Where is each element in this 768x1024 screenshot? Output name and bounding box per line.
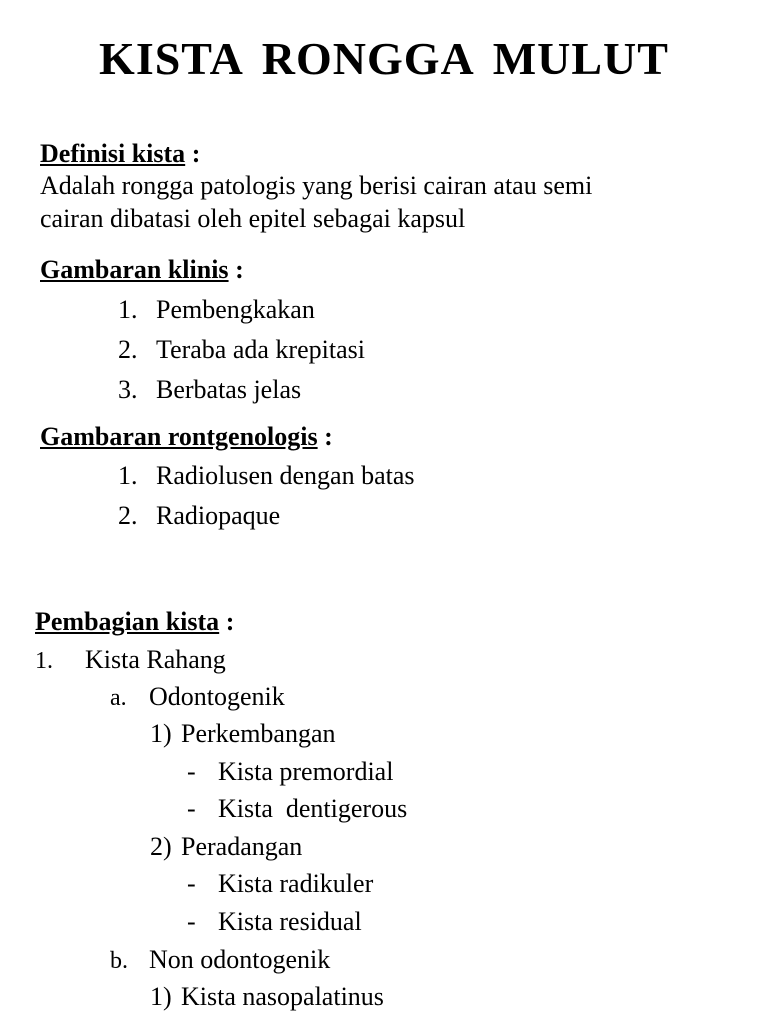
list-number: 2) xyxy=(150,832,172,861)
list-number: 2. xyxy=(118,335,138,364)
list-number: 1. xyxy=(118,295,138,324)
list-text: Pembengkakan xyxy=(156,295,315,324)
definisi-heading xyxy=(40,138,200,170)
pembagian-heading xyxy=(35,606,234,638)
rontgen-colon: : xyxy=(317,422,333,451)
list-text: Perkembangan xyxy=(181,719,336,748)
list-item xyxy=(150,831,302,863)
definisi-line-1: Adalah rongga patologis yang berisi cairan atau semi xyxy=(40,171,593,200)
definisi-heading-text: Definisi kista xyxy=(40,139,186,168)
list-text: Non odontogenik xyxy=(149,945,331,974)
list-text: Kista premordial xyxy=(218,757,394,786)
klinis-colon: : xyxy=(228,255,244,284)
list-number: a. xyxy=(110,685,127,711)
list-text: Teraba ada krepitasi xyxy=(156,335,365,364)
list-text: Kista residual xyxy=(218,907,362,936)
list-number: 1. xyxy=(35,648,53,674)
list-text: Kista nasopalatinus xyxy=(181,982,384,1011)
list-item xyxy=(150,981,384,1013)
definisi-colon: : xyxy=(185,139,201,168)
list-text: Radiopaque xyxy=(156,501,281,530)
list-item xyxy=(35,644,226,677)
list-item xyxy=(187,868,373,900)
list-bullet: - xyxy=(187,757,196,786)
list-text: Berbatas jelas xyxy=(156,375,302,404)
list-item xyxy=(110,944,330,977)
list-item xyxy=(118,334,365,366)
list-item xyxy=(118,294,315,326)
list-item xyxy=(110,681,285,714)
list-text: Kista radikuler xyxy=(218,869,374,898)
list-text: Kista dentigerous xyxy=(218,794,408,823)
list-number: 3. xyxy=(118,375,138,404)
list-item xyxy=(118,374,301,406)
list-bullet: - xyxy=(187,794,196,823)
pembagian-colon: : xyxy=(219,607,235,636)
list-number: 1) xyxy=(150,982,172,1011)
list-text: Radiolusen dengan batas xyxy=(156,461,415,490)
definisi-line-2: cairan dibatasi oleh epitel sebagai kapsul xyxy=(40,204,466,233)
list-number: 2. xyxy=(118,501,138,530)
list-item xyxy=(187,756,393,788)
list-number: 1) xyxy=(150,719,172,748)
list-bullet: - xyxy=(187,869,196,898)
list-item xyxy=(118,500,280,532)
rontgen-heading xyxy=(40,421,333,453)
list-text: Peradangan xyxy=(181,832,303,861)
pembagian-heading-text: Pembagian kista xyxy=(35,607,220,636)
list-number: b. xyxy=(110,948,128,974)
list-text: Odontogenik xyxy=(149,682,285,711)
list-item xyxy=(187,793,407,825)
list-text: Kista Rahang xyxy=(85,645,226,674)
page-title: KISTA RONGGA MULUT xyxy=(99,33,669,84)
list-item xyxy=(150,718,336,750)
list-item xyxy=(118,460,415,492)
rontgen-heading-text: Gambaran rontgenologis xyxy=(40,422,318,451)
klinis-heading xyxy=(40,254,244,286)
list-number: 1. xyxy=(118,461,138,490)
list-item xyxy=(187,906,362,938)
list-bullet: - xyxy=(187,907,196,936)
klinis-heading-text: Gambaran klinis xyxy=(40,255,229,284)
